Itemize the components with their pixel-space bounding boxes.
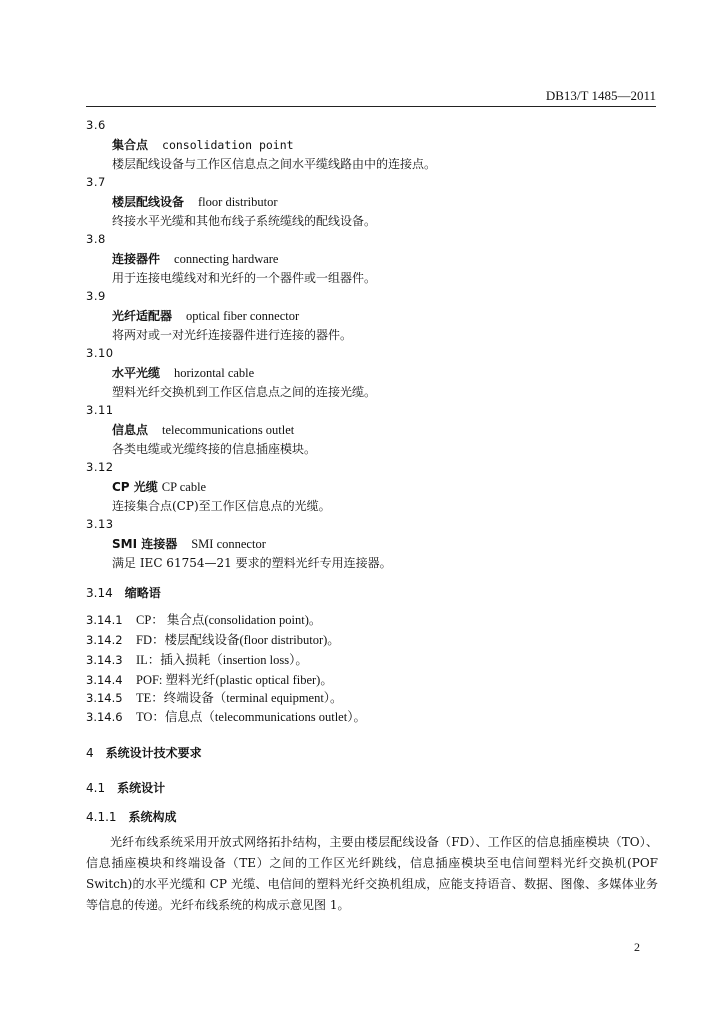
term-definition: 满足 IEC 61754—21 要求的塑料光纤专用连接器。 [112, 556, 392, 570]
term-en: horizontal cable [174, 366, 255, 380]
term-number: 3.11 [86, 403, 114, 417]
abbreviation-item [86, 650, 308, 668]
term-zh: 水平光缆 [112, 366, 161, 380]
term-title [112, 307, 299, 324]
term-en: SMI connector [191, 537, 266, 551]
term-en: floor distributor [198, 195, 278, 209]
term-definition: 楼层配线设备与工作区信息点之间水平缆线路由中的连接点。 [112, 157, 437, 171]
abbreviation-number: 3.14.5 [86, 691, 123, 705]
term-zh: 连接器件 [112, 252, 161, 266]
term-definition: 各类电缆或光缆终接的信息插座模块。 [112, 442, 317, 456]
abbreviation-text: TO：信息点（telecommunications outlet）。 [136, 710, 366, 724]
term-zh: 楼层配线设备 [112, 195, 185, 209]
abbreviation-text: POF: 塑料光纤(plastic optical fiber)。 [136, 673, 333, 687]
abbreviation-number: 3.14.2 [86, 633, 123, 647]
section-title: 缩略语 [124, 586, 161, 600]
section-title: 系统设计 [117, 781, 166, 795]
term-en: CP cable [161, 480, 207, 494]
abbreviation-number: 3.14.4 [86, 673, 123, 687]
term-number: 3.6 [86, 118, 106, 132]
abbreviation-item [86, 688, 343, 706]
term-title [112, 136, 294, 153]
term-en: consolidation point [162, 138, 294, 152]
abbreviation-number: 3.14.3 [86, 653, 123, 667]
term-zh: CP 光缆 [112, 480, 158, 494]
term-number: 3.10 [86, 346, 114, 360]
term-en: connecting hardware [174, 252, 279, 266]
abbreviation-number: 3.14.1 [86, 613, 123, 627]
term-zh: 光纤适配器 [112, 309, 173, 323]
section-number: 4.1 [86, 781, 106, 795]
page-number: 2 [634, 940, 640, 954]
term-title [112, 250, 278, 267]
section-number: 4.1.1 [86, 810, 117, 824]
term-number: 3.13 [86, 517, 114, 531]
abbreviation-text: CP： 集合点(consolidation point)。 [136, 613, 322, 627]
term-title [112, 364, 254, 381]
subsection-heading [86, 808, 177, 825]
term-title [112, 193, 278, 210]
section-number: 3.14 [86, 586, 113, 600]
term-definition: 用于连接电缆线对和光纤的一个器件或一组器件。 [112, 271, 377, 285]
term-number: 3.9 [86, 289, 106, 303]
abbreviation-text: FD：楼层配线设备(floor distributor)。 [136, 633, 340, 647]
term-definition: 终接水平光缆和其他布线子系统缆线的配线设备。 [112, 214, 377, 228]
chapter-heading [86, 744, 202, 761]
term-definition: 将两对或一对光纤连接器件进行连接的器件。 [112, 328, 353, 342]
term-number: 3.8 [86, 232, 106, 246]
abbreviation-text: IL：插入损耗（insertion loss）。 [136, 653, 308, 667]
term-en: optical fiber connector [186, 309, 300, 323]
term-definition: 塑料光纤交换机到工作区信息点之间的连接光缆。 [112, 385, 377, 399]
section-title: 系统构成 [128, 810, 177, 824]
abbreviation-item [86, 670, 333, 688]
abbreviation-item [86, 610, 321, 628]
body-paragraph: 光纤布线系统采用开放式网络拓扑结构，主要由楼层配线设备（FD）、工作区的信息插座模块（TO）、信息插座模块和终端设备（TE）之间的工作区光纤跳线，信息插座模块至电信间塑料光纤交换机(POF Switch)的水平光缆和 CP 光缆、电信间的塑料光纤交换机组成，应能支持语音、数据、图像、多媒体业务等信息的传递。光纤布线系统的构成示意见图 1。 [86, 835, 658, 912]
term-number: 3.12 [86, 460, 114, 474]
term-title [112, 535, 266, 552]
abbreviation-text: TE：终端设备（terminal equipment）。 [136, 691, 343, 705]
term-title [112, 421, 294, 438]
term-number: 3.7 [86, 175, 106, 189]
section-number: 4 [86, 746, 94, 760]
abbreviation-item [86, 707, 366, 725]
term-zh: SMI 连接器 [112, 537, 178, 551]
abbreviation-number: 3.14.6 [86, 710, 123, 724]
term-zh: 信息点 [112, 423, 149, 437]
term-title [112, 478, 206, 495]
section-heading [86, 584, 161, 601]
term-zh: 集合点 [112, 138, 149, 152]
abbreviation-item [86, 630, 340, 648]
section-heading [86, 779, 165, 796]
header-rule [86, 106, 656, 107]
term-definition: 连接集合点(CP)至工作区信息点的光缆。 [112, 499, 331, 513]
section-title: 系统设计技术要求 [105, 746, 202, 760]
running-header: DB13/T 1485—2011 [545, 88, 656, 103]
term-en: telecommunications outlet [162, 423, 295, 437]
